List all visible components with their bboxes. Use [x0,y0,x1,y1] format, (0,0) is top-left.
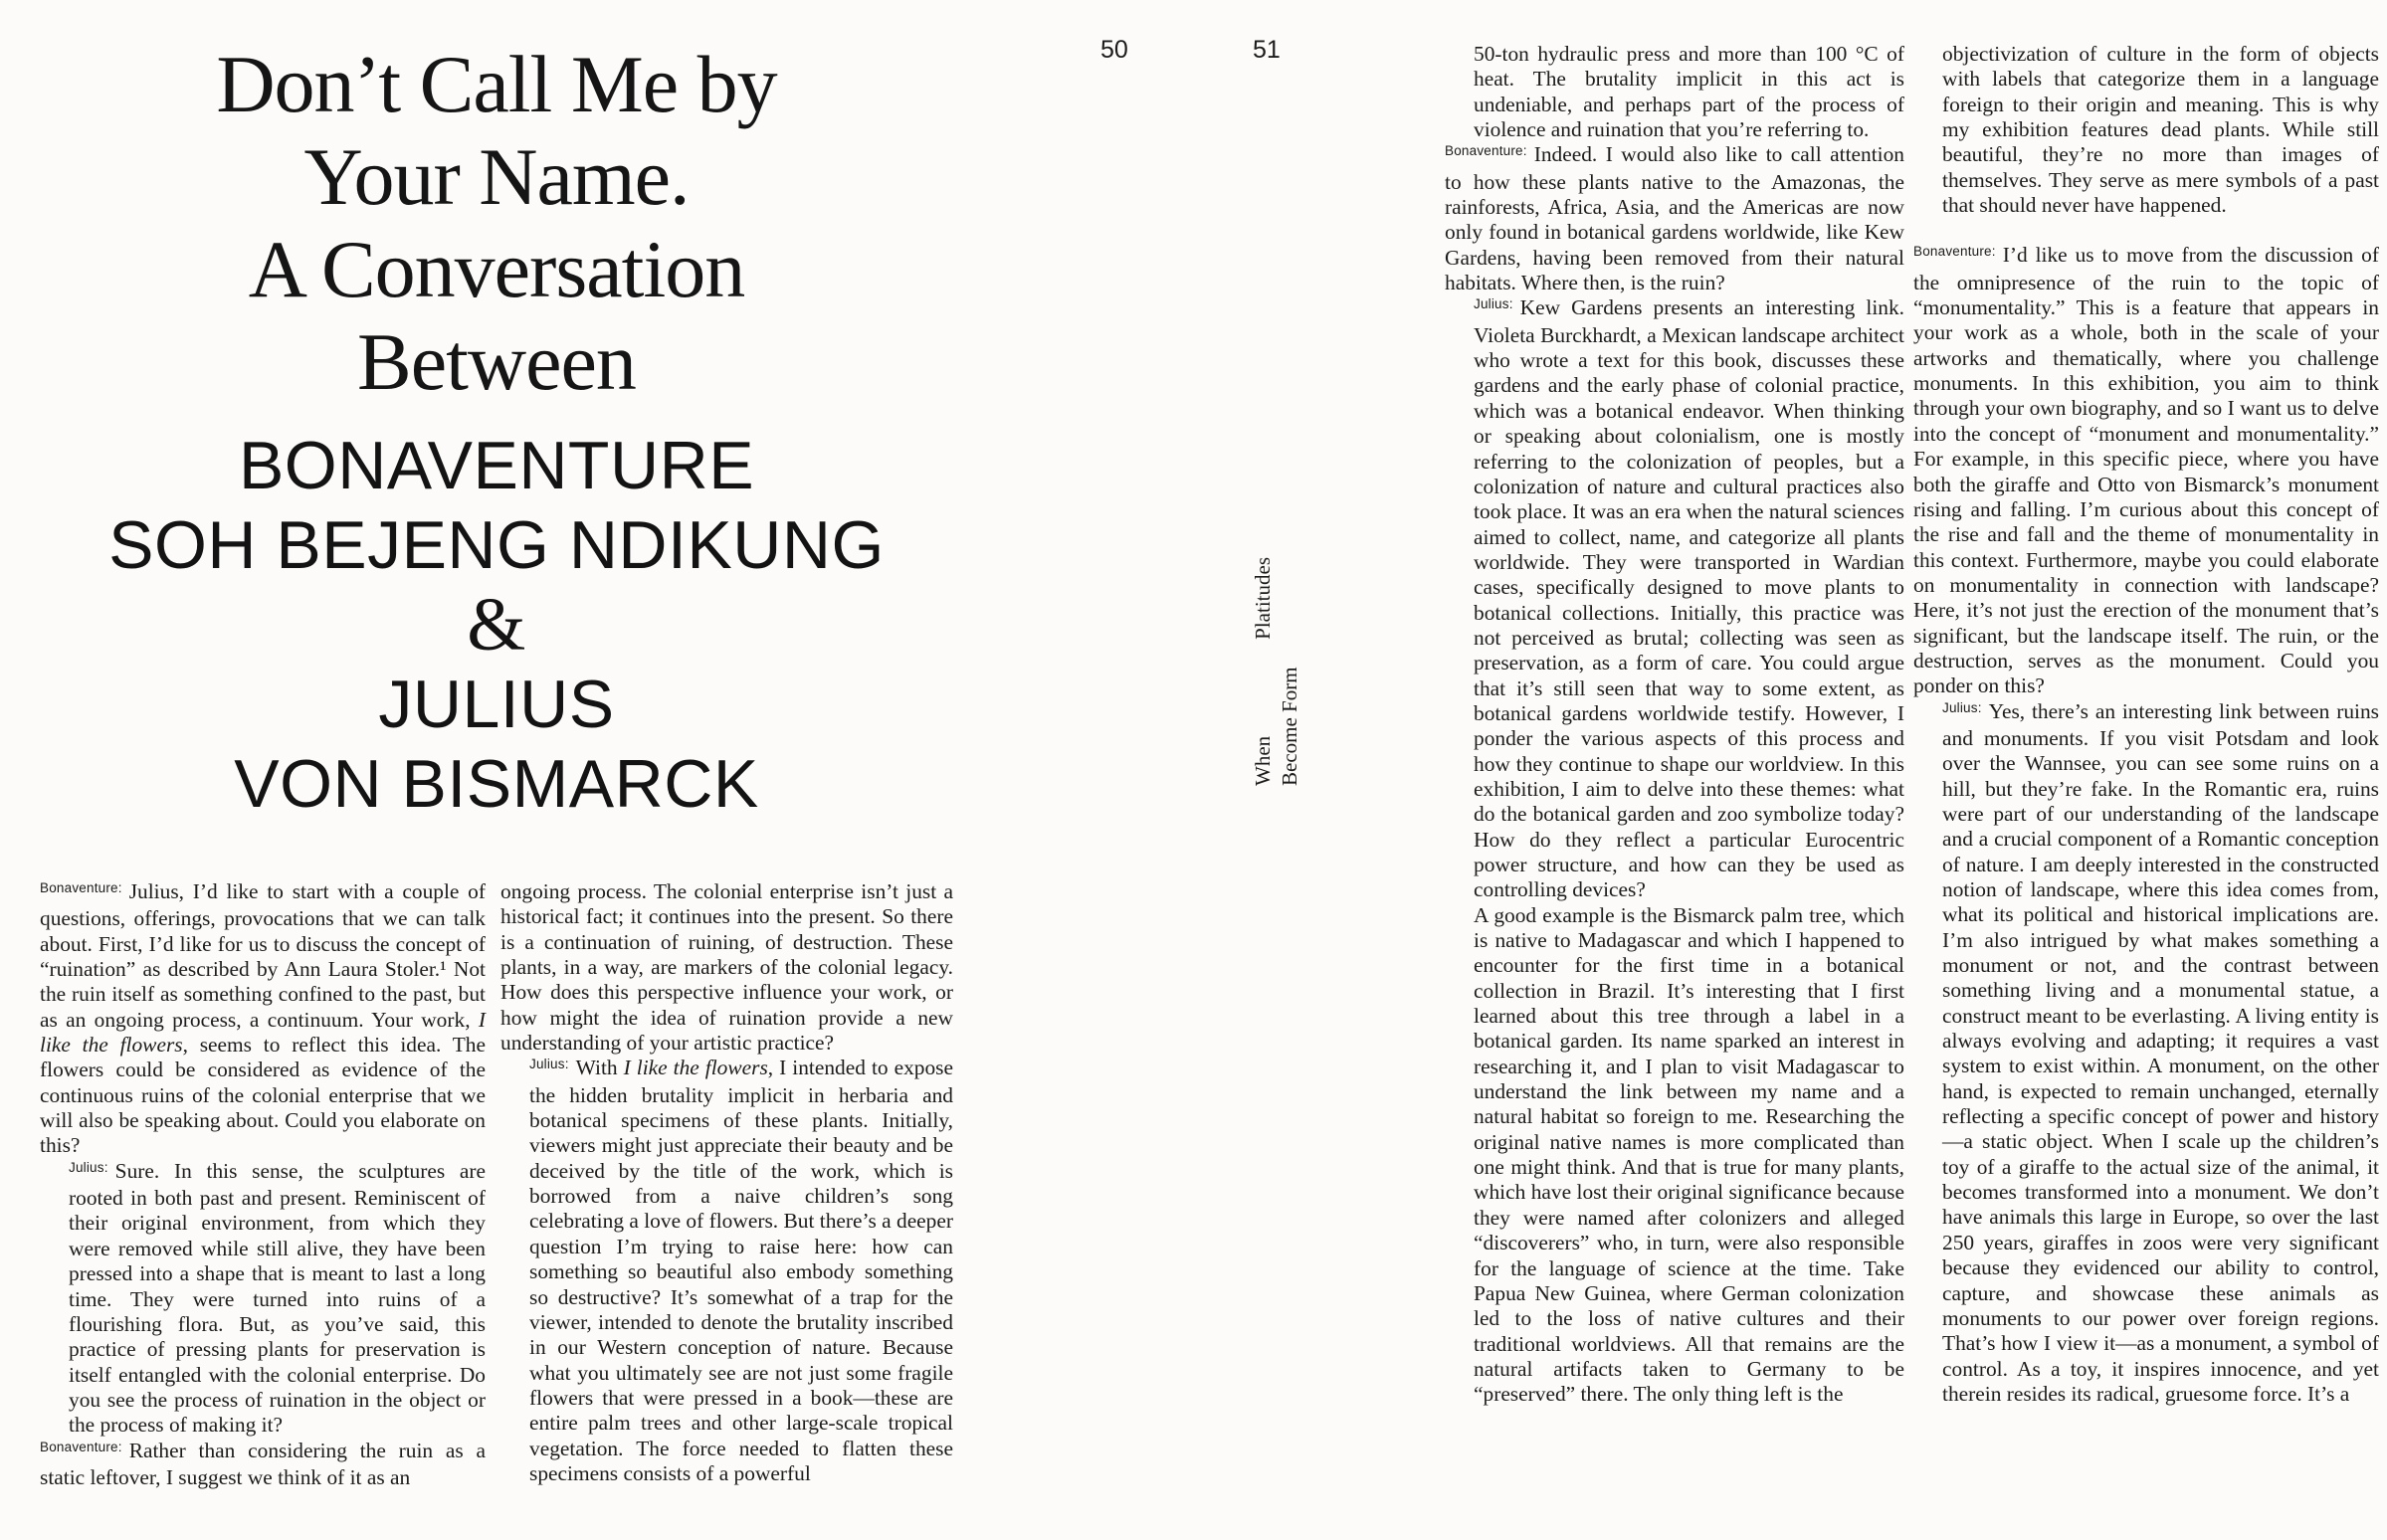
speaker-label: Julius: [1474,296,1513,312]
text-column-right-1 [1445,42,1904,1408]
text-column-left-1 [40,879,486,1490]
speaker-label: Bonaventure: [1445,143,1527,159]
author-name-line: JULIUS [378,667,615,742]
speaker-label: Julius: [69,1159,108,1175]
ampersand: & [467,583,526,667]
dialogue-block: ongoing process. The colonial enterprise isn’t just a historical fact; it continues into the present. So there is a continuation of ruining, of destruction. These plants, in a way, are markers of the colonial legacy. How does this perspective influence your work, or how might the idea of ruination provide a new understanding of your artistic practice? [500,879,953,1056]
artwork-title-italic: I like the flowers [40,1007,486,1058]
speaker-label: Bonaventure: [1913,244,1996,260]
article-title [40,38,953,408]
speaker-label: Julius: [1942,699,1982,715]
title-line: Between [357,316,636,407]
dialogue-block: objectivization of culture in the form of objects with labels that categorize them in a language foreign to their origin and meaning. This is why my exhibition features dead plants. While still beautiful, they’re no more than images of themselves. They serve as mere symbols of a past that should never have happened. [1942,42,2379,218]
author-name-line: BONAVENTURE [238,428,755,503]
page-number-right: 51 [1253,36,1281,64]
author-name-line: SOH BEJENG NDIKUNG [108,507,885,583]
page-number-left: 50 [1100,36,1128,64]
speaker-label: Bonaventure: [40,1439,122,1454]
dialogue-block: $^{Bonaventure:}$ Indeed. I would also like to call attention to how these plants native to the Amazonas, the rainforests, Africa, Asia, and the Americas are now only found in botanical gardens worldwide, like Kew Gardens, having been removed from their natural habitats. Where then, is the ruin? [1445,142,1904,295]
dialogue-block: $^{Julius:}$ Sure. In this sense, the sculptures are rooted in both past and present. Reminiscent of their original environment, from which they were removed while still alive, they have been pressed into a shape that is meant to last a long time. They were turned into ruins of a flourishing flora. But, as you’ve said, this practice of pressing plants for preservation is itself entangled with the colonial enterprise. Do you see the process of ruination in the object or the process of making it? [69,1158,486,1438]
dialogue-block: $^{Julius:}$ Kew Gardens presents an interesting link. Violeta Burckhardt, a Mexican landscape architect who wrote a text for this book, discusses these gardens and the early phase of colonial practice, which was a botanical endeavor. When thinking or speaking about colonialism, one is mostly referring to the colonization of peoples, but a colonization of nature and cultural practices also took place. It was an era when the natural sciences aimed to collect, name, and categorize all plants worldwide. They were transported in Wardian cases, specifically designed to move plants to botanical collections. Initially, this practice was not perceived as brutal; collecting was seen as preservation, as a form of care. You could argue that it’s still seen that way to some extent, as botanical gardens worldwide testify. However, I ponder the various aspects of this process and how they continue to shape our worldview. In this exhibition, I aim to delve into these themes: what do the botanical garden and zoo symbolize today? How do they reflect a particular Eurocentric power structure, and how can they be used as controlling devices? [1474,295,1904,902]
book-title-vertical [1250,557,1303,786]
title-line: Don’t Call Me by [216,39,777,129]
article-authors [18,426,975,824]
artwork-title-italic: I like the flowers [623,1056,768,1080]
speaker-label: Julius: [529,1057,569,1072]
speaker-label: Bonaventure: [40,880,122,895]
dialogue-block: $^{Julius:}$ With I like the flowers, I intended to expose the hidden brutality implicit in herbaria and botanical specimens of these plants. Initially, viewers might just appreciate their beauty and be deceived by the title of the work, which is borrowed from a naive children’s song celebrating a love of flowers. But there’s a deeper question I’m trying to raise here: how can something so beautiful also embody something so destructive? It’s somewhat of a trap for the viewer, intended to denote the brutality inscribed in our Western conception of nature. Because what you ultimately see are not just some fragile flowers that were pressed in a book—these are entire palm trees and other large-scale tropical vegetation. The force needed to flatten these specimens consists of a powerful [529,1056,953,1485]
dialogue-block: A good example is the Bismarck palm tree, which is native to Madagascar and which I happened to encounter for the first time in a botanical collection in Brazil. It’s interesting that I first learned about this tree through a label in a botanical garden. Its name sparked an interest in researching it, and I plan to visit Madagascar to understand the link between my name and a natural habitat so foreign to me. Researching the original native names is more complicated than one might think. And that is true for many plants, which have lost their original significance because they were named after colonizers and alleged “discoverers” who, in turn, were also responsible for the language of science at the time. Take Papua New Guinea, where German colonization led to the loss of native cultures and their traditional worldviews. All that remains are the natural artifacts taken to Germany to be “preserved” there. The only thing left is the [1474,902,1904,1407]
title-line: A Conversation [248,224,745,314]
book-title-line: Become Form [1278,667,1301,786]
author-name-line: VON BISMARCK [234,746,759,822]
text-column-right-2 [1913,42,2379,1407]
dialogue-block: $^{Bonaventure:}$ I’d like us to move from the discussion of the omnipresence of the ruin to the topic of “monumentality.” This is a feature that appears in your work as a whole, both in the scale of your artworks and thematically, where you challenge monuments. In this exhibition, you aim to think through your own biography, and so I want us to delve into the concept of “monument and monumentality.” For example, in this specific piece, where you have both the giraffe and Otto von Bismarck’s monument rising and falling. I’m curious about this concept of the rise and fall and the theme of monumentality in this context. Furthermore, maybe you could elaborate on monumentality in connection with landscape? Here, it’s not just the erection of the monument that’s significant, but the landscape itself. The ruin, or the destruction, serves as the monument. Could you ponder on this? [1913,243,2379,698]
book-title-line: When Platitudes [1251,557,1275,786]
dialogue-block: $^{Bonaventure:}$ Julius, I’d like to start with a couple of questions, offerings, provocations that we can talk about. First, I’d like for us to discuss the concept of “ruination” as described by Ann Laura Stoler.¹ Not the ruin itself as something confined to the past, but as an ongoing process, a continuum. Your work, I like the flowers, seems to reflect this idea. The flowers could be considered as evidence of the continuous ruins of the colonial enterprise that we will also be speaking about. Could you elaborate on this? [40,879,486,1158]
text-column-left-2 [500,879,953,1486]
dialogue-block: $^{Bonaventure:}$ Rather than considering the ruin as a static leftover, I suggest we think of it as an [40,1438,486,1489]
title-line: Your Name. [303,131,690,222]
dialogue-block: 50-ton hydraulic press and more than 100 °C of heat. The brutality implicit in this act is undeniable, and perhaps part of the process of violence and ruination that you’re referring to. [1474,42,1904,142]
dialogue-block: $^{Julius:}$ Yes, there’s an interesting link between ruins and monuments. If you visit Potsdam and look over the Wannsee, you can see some ruins on a hill, but they’re fake. In the Romantic era, ruins were part of our understanding of the landscape and a crucial component of a Romantic conception of nature. I am deeply interested in the constructed notion of landscape, where this idea comes from, what its political and historical implications are. I’m also intrigued by what makes something a monument or not, and the contrast between something living and a monumental statue, a construct meant to be everlasting. A living entity is always evolving and adapting; it requires a vast system to exist within. A monument, on the other hand, is expected to remain unchanged, eternally reflecting a specific concept of power and history—a static object. When I scale up the children’s toy of a giraffe to the actual size of the animal, it becomes transformed into a monument. We don’t have animals this large in Europe, so over the last 250 years, giraffes in zoos were very significant because they evidenced our ability to control, capture, and showcase these animals as monuments to our power over foreign regions. That’s how I view it—as a monument, a symbol of control. As a toy, it inspires innocence, and yet therein resides its radical, gruesome force. It’s a [1942,698,2379,1406]
